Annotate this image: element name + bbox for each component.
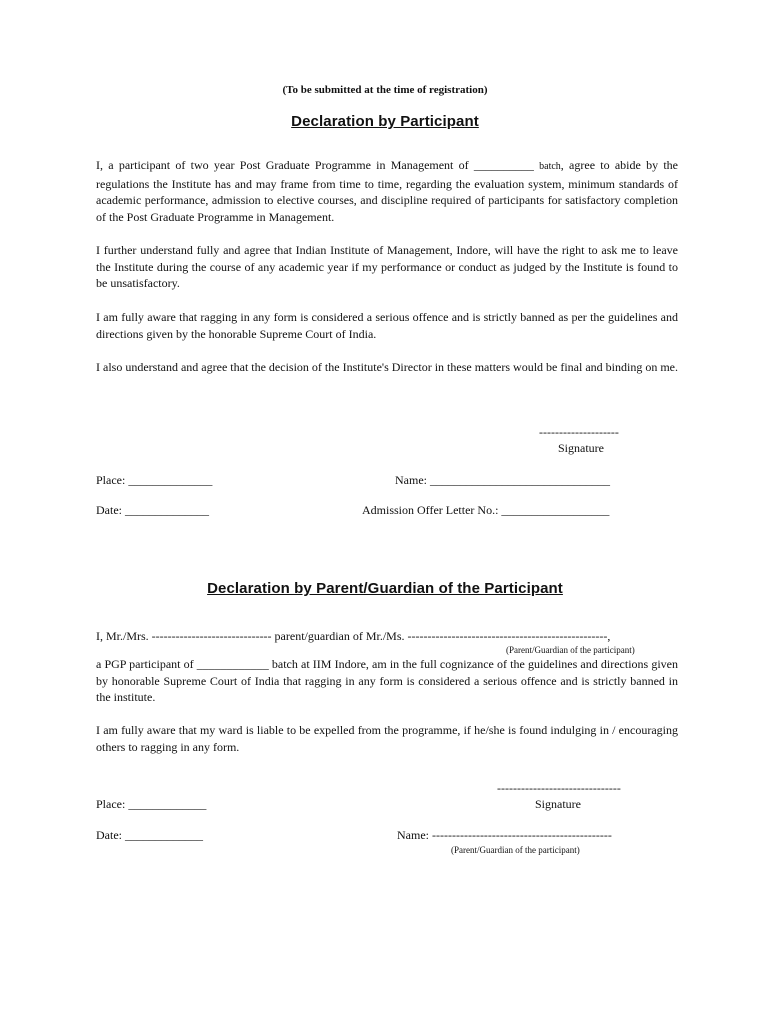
participant-date-field: Date: ______________	[96, 503, 209, 517]
participant-paragraph-1-end: , agree to abide by the regulations the Institute has and may frame from time to time, regarding the evaluation system, minimum standards of academic performance, admission to elective courses, and discipline required of participants for satisfactory completion of the Post Graduate Programme in Management.	[96, 158, 678, 224]
guardian-paragraph-2: I am fully aware that my ward is liable to be expelled from the programme, if he/she is found indulging in / encouraging others to ragging in any form.	[96, 723, 678, 754]
participant-name-note: (Parent/Guardian of the participant)	[506, 645, 635, 655]
participant-place-field: Place: ______________	[96, 473, 213, 487]
participant-paragraph-1	[96, 157, 678, 225]
participant-signature-line: --------------------	[539, 425, 619, 439]
guardian-name-field: Name: ---------------------------------------------	[397, 828, 612, 842]
guardian-name-note: (Parent/Guardian of the participant)	[451, 845, 580, 855]
participant-paragraph-1-batch: batch	[539, 161, 561, 172]
guardian-signature-line: -------------------------------	[497, 781, 621, 795]
guardian-declaration-heading: Declaration by Parent/Guardian of the Participant	[207, 580, 563, 597]
guardian-signature-label: Signature	[535, 797, 581, 811]
admission-offer-letter-field: Admission Offer Letter No.: __________________	[362, 503, 610, 517]
participant-paragraph-2: I further understand fully and agree that Indian Institute of Management, Indore, will have the right to ask me to leave the Institute during the course of any academic year if my performance or conduct as judged by the Institute is found to be unsatisfactory.	[96, 243, 678, 290]
submission-note: (To be submitted at the time of registration)	[282, 84, 488, 96]
guardian-place-field: Place: _____________	[96, 797, 207, 811]
guardian-date-field: Date: _____________	[96, 828, 203, 842]
participant-name-field: Name: ______________________________	[395, 473, 610, 487]
participant-paragraph-1-start: I, a participant of two year Post Graduate Programme in Management of __________	[96, 158, 540, 172]
participant-paragraph-4: I also understand and agree that the decision of the Institute's Director in these matters would be final and binding on me.	[96, 360, 678, 374]
guardian-intro-line: I, Mr./Mrs. ------------------------------ parent/guardian of Mr./Ms. --------------------------------------------------,	[96, 629, 611, 643]
participant-paragraph-3: I am fully aware that ragging in any form is considered a serious offence and is strictly banned as per the guidelines and directions given by the honorable Supreme Court of India.	[96, 310, 678, 341]
participant-signature-label: Signature	[558, 441, 604, 455]
participant-declaration-heading: Declaration by Participant	[291, 113, 479, 130]
guardian-paragraph-1: a PGP participant of ____________ batch at IIM Indore, am in the full cognizance of the guidelines and directions given by honorable Supreme Court of India that ragging in any form is considered a serious offence and is strictly banned in the institute.	[96, 657, 678, 704]
